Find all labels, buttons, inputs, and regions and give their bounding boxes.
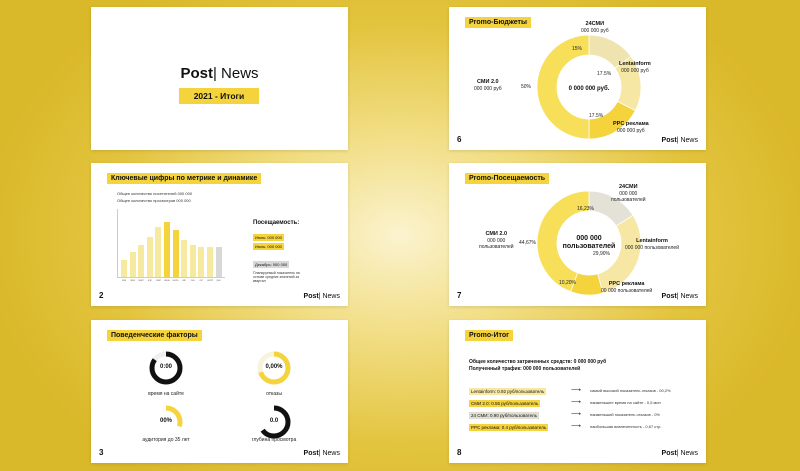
- slide-promo-traffic[interactable]: [449, 163, 706, 306]
- slide-promo-budgets[interactable]: [449, 7, 706, 150]
- bar-окт: [198, 247, 204, 277]
- pct-24smi: 16,23%: [577, 206, 594, 212]
- arrow-icon: ⟶: [571, 411, 582, 418]
- summary-desc: самый высокий показатель отказов - 00,2%: [590, 388, 671, 393]
- legend-lentainform: Lentainform 000 000 руб: [619, 61, 651, 74]
- slide-heading: Promo-Итог: [465, 330, 513, 341]
- slide-heading: Promo-Посещаемость: [465, 173, 549, 184]
- x-tick-label: нояб: [207, 279, 213, 282]
- x-tick-label: дек: [216, 279, 221, 282]
- arrow-icon: ⟶: [571, 423, 582, 430]
- donut-center-total: 0 000 000 руб.: [568, 86, 610, 92]
- bar-сен: [190, 245, 196, 277]
- slide-key-metrics[interactable]: [91, 163, 348, 306]
- x-tick-label: март: [138, 279, 144, 282]
- pct-lentainform: 17.5%: [597, 71, 612, 77]
- legend-smi2: СМИ 2.0 000 000 пользователей: [479, 231, 514, 251]
- pct-smi2: 50%: [521, 84, 532, 90]
- slide-behavior[interactable]: [91, 320, 348, 463]
- summary-row-smi2: СМИ 2.0: 0.55 руб/пользователь: [471, 401, 539, 406]
- x-tick-label: авг: [182, 279, 186, 282]
- gauge-value: 0.0: [269, 418, 279, 424]
- slide-number: 6: [457, 135, 462, 144]
- footer-logo: Post| News: [661, 293, 698, 300]
- gauge-value: 00%: [159, 418, 172, 424]
- gauge-value: 0:00: [159, 364, 172, 370]
- bar-дек: [216, 247, 222, 277]
- arrow-icon: ⟶: [571, 387, 582, 394]
- pct-ppc: 10,20%: [559, 280, 576, 286]
- legend-ppc: PPC реклама 000 000 руб: [613, 121, 649, 134]
- x-tick-label: апр: [147, 279, 152, 282]
- x-tick-label: окт: [199, 279, 204, 282]
- bar-июль: [173, 230, 179, 277]
- forecast-note-line2: основе средних значений за: [253, 275, 300, 279]
- gauge-label: отказы: [266, 391, 282, 397]
- footer-logo: Post| News: [303, 293, 340, 300]
- forecast-note-line1: Планируемый показатель на: [253, 271, 300, 275]
- x-tick-label: сен: [190, 279, 195, 282]
- bar-янв: [121, 260, 127, 277]
- bar-май: [155, 227, 161, 277]
- gauge-label: глубина просмотра: [251, 437, 297, 443]
- summary-desc: наибольшая вовлеченность - 0,67 стр.: [590, 424, 662, 429]
- bar-март: [138, 245, 144, 277]
- slide-promo-summary[interactable]: [449, 320, 706, 463]
- pct-ppc: 17.5%: [589, 113, 604, 119]
- bar-июнь: [164, 222, 170, 277]
- year-label: 2021 - Итоги: [179, 88, 259, 104]
- slide-number: 2: [99, 291, 104, 300]
- pct-24smi: 15%: [572, 46, 583, 52]
- x-tick-label: июль: [172, 279, 179, 282]
- bar-авг: [181, 240, 187, 277]
- legend-24smi: 24СМИ 000 000 пользователей: [611, 184, 646, 204]
- footer-logo: Post| News: [661, 137, 698, 144]
- legend-ppc: PPC реклама 00 000 пользователей: [601, 281, 653, 294]
- attendance-june: Июнь: 000 000: [255, 235, 282, 240]
- gauge-bounce-rate: [256, 350, 292, 402]
- bar-фев: [130, 252, 136, 277]
- x-tick-label: июнь: [164, 279, 170, 282]
- slide-title[interactable]: [91, 7, 348, 150]
- arrow-icon: ⟶: [571, 399, 582, 406]
- slide-number: 8: [457, 448, 462, 457]
- gauge-label: аудитория до 35 лет: [142, 437, 190, 443]
- legend-smi2: СМИ 2.0 000 000 руб: [474, 79, 502, 92]
- x-tick-label: май: [156, 279, 161, 282]
- pct-smi2: 44,67%: [519, 240, 536, 246]
- slide-heading: Promo-Бюджеты: [465, 17, 531, 28]
- forecast-note-line3: квартал: [253, 279, 266, 283]
- summary-row-24smi: 24 СМИ: 0.90 руб/пользователь: [471, 413, 537, 418]
- bar-апр: [147, 237, 153, 277]
- total-spend: Общее количество затраченных средств: 0 000 000 руб: [469, 359, 607, 365]
- summary-row-lentainform: Lentainform: 0.92 руб/пользователь: [471, 389, 545, 394]
- y-axis: [117, 209, 118, 277]
- total-visitors: Общее количество посетителей 000 000: [117, 191, 193, 196]
- donut-center-total: 000 000 пользователей: [562, 235, 616, 251]
- gauge-time-on-site: [148, 350, 184, 402]
- attendance-title: Посещаемость:: [253, 220, 300, 226]
- summary-row-ppc: PPC реклама: 0.4 руб/пользователь: [471, 425, 547, 430]
- summary-desc: наименьшее время на сайте - 0,5 мин: [590, 400, 661, 405]
- monthly-bar-chart: [117, 209, 227, 284]
- total-views: Общее количество просмотров 000 000: [117, 198, 191, 203]
- slide-heading: Ключевые цифры по метрике и динамике: [107, 173, 261, 184]
- attendance-july: Июль: 000 000: [255, 244, 282, 249]
- title-logo: Post| News: [180, 65, 259, 82]
- slide-number: 7: [457, 291, 462, 300]
- attendance-december: Декабрь: 000 000: [255, 262, 288, 267]
- pct-lentainform: 29,90%: [593, 251, 610, 257]
- bar-нояб: [207, 247, 213, 277]
- summary-desc: наименьший показатель отказов - 0%: [590, 412, 660, 417]
- x-tick-label: янв: [121, 279, 127, 282]
- x-tick-label: фев: [130, 279, 135, 282]
- gauge-depth: [251, 404, 297, 456]
- slide-heading: Поведенческие факторы: [107, 330, 202, 341]
- gauge-label: время на сайте: [148, 391, 184, 397]
- slide-number: 3: [99, 448, 104, 457]
- total-traffic: Полученный трафик: 000 000 пользователей: [469, 366, 581, 372]
- gauge-audience: [142, 404, 190, 456]
- x-axis: [117, 277, 225, 278]
- gauge-value: 0,00%: [265, 364, 283, 370]
- legend-24smi: 24СМИ 000 000 руб: [581, 21, 609, 34]
- legend-lentainform: Lentainform 000 000 пользователей: [625, 238, 679, 251]
- footer-logo: Post| News: [661, 450, 698, 457]
- footer-logo: Post| News: [303, 450, 340, 457]
